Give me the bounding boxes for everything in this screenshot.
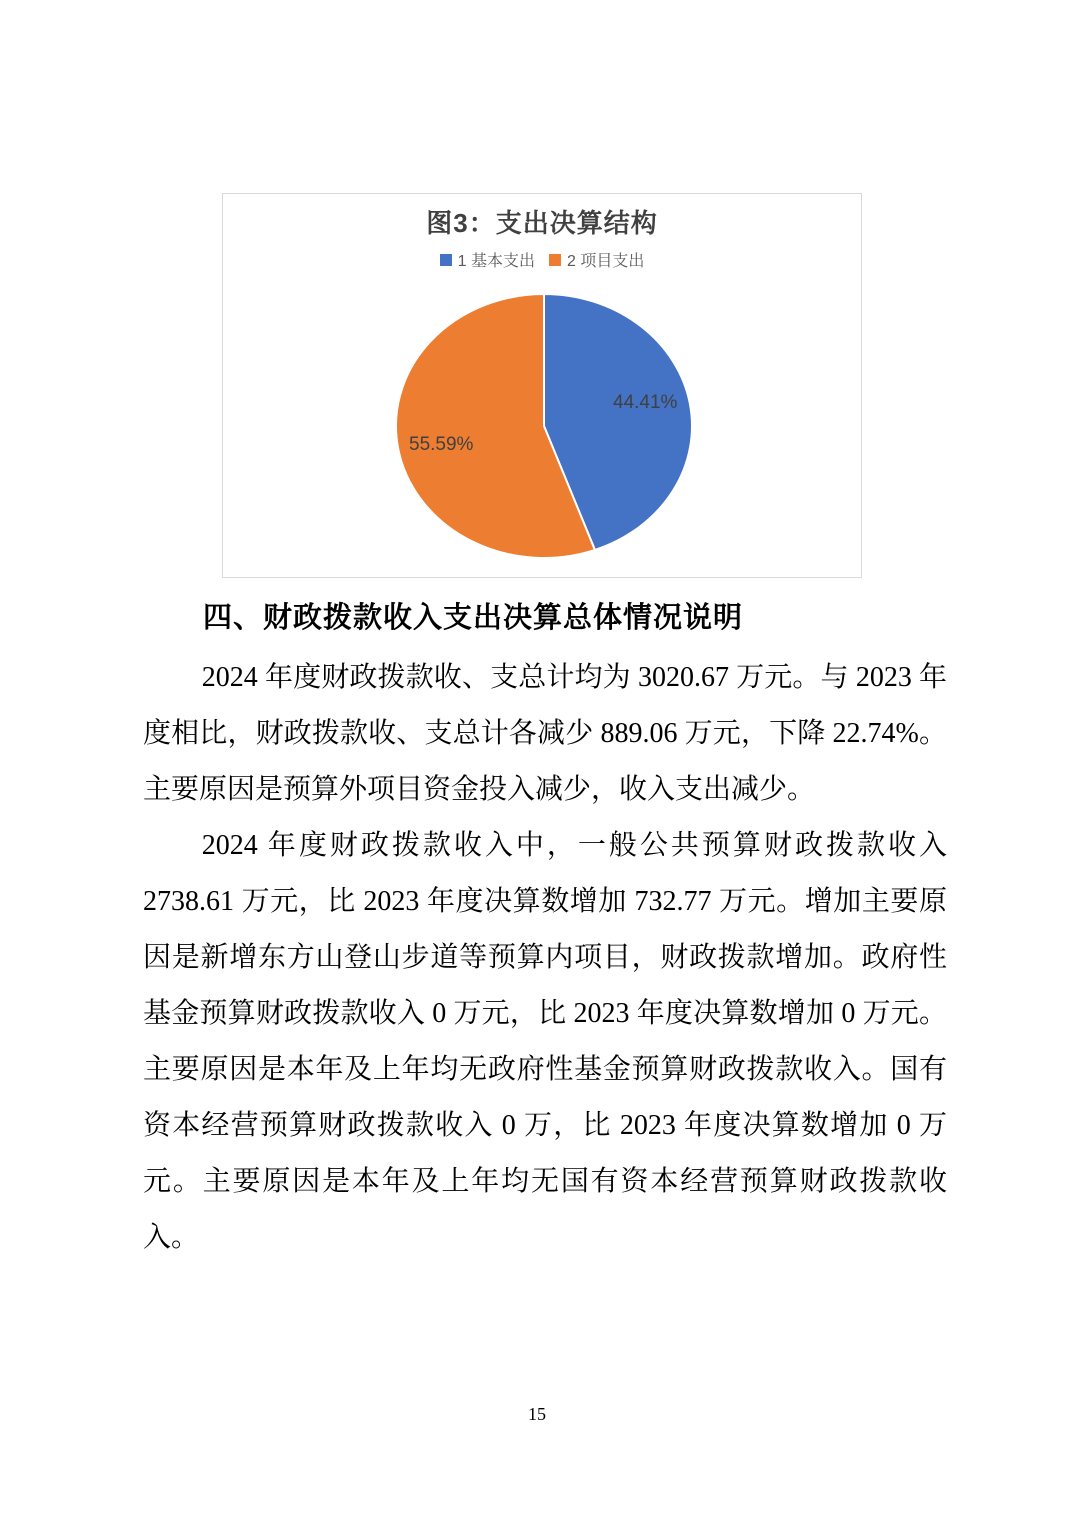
legend-label-basic-expense: 1 基本支出: [457, 253, 535, 270]
paragraph-detail: 2024 年度财政拨款收入中，一般公共预算财政拨款收入 2738.61 万元，比 2023 年度决算数增加 732.77 万元。增加主要原因是新增东方山登山步道等预算内项目，财政拨款增加。政府性基金预算财政拨款收入 0 万元，比 2023 年度决算数增加 0 万元。主要原因是本年及上年均无政府性基金预算财政拨款收入。国有资本经营预算财政拨款收入 0 万，比 2023 年度决算数增加 0 万元。主要原因是本年及上年均无国有资本经营预算财政拨款收入。: [143, 830, 947, 1253]
page-number: 15: [528, 1404, 546, 1424]
legend-swatch-project-expense: [549, 254, 561, 266]
legend-item-project-expense: [549, 248, 644, 271]
legend-swatch-basic-expense: [440, 254, 452, 266]
chart-title: 图3：支出决算结构: [426, 208, 658, 238]
pie-chart-panel: [222, 193, 862, 578]
legend-label-project-expense: 2 项目支出: [567, 253, 645, 270]
section-heading: 四、财政拨款收入支出决算总体情况说明: [203, 602, 744, 634]
paragraph-overview: 2024 年度财政拨款收、支总计均为 3020.67 万元。与 2023 年度相比，财政拨款收、支总计各减少 889.06 万元，下降 22.74%。主要原因是预算外项目资金投入减少，收入支出减少。: [143, 662, 947, 805]
chart-legend: [223, 248, 861, 271]
pie-data-label-project-expense: 55.59%: [409, 434, 474, 455]
pie-data-label-basic-expense: 44.41%: [613, 392, 678, 413]
legend-item-basic-expense: [440, 248, 535, 271]
document-body: [143, 596, 947, 1266]
